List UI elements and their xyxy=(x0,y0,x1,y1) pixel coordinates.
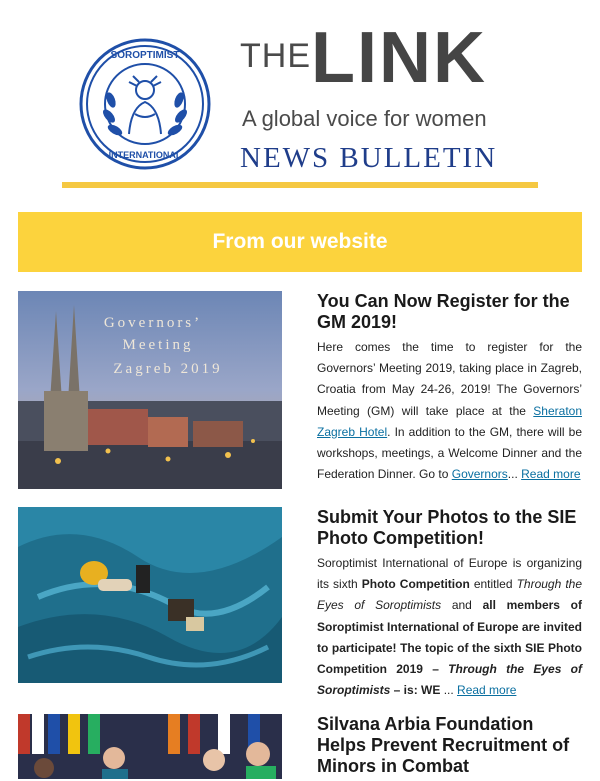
logo-top-text: SOROPTIMIST xyxy=(110,50,180,61)
article-text xyxy=(317,507,582,701)
sheraton-link[interactable]: Sheraton Zagreb Hotel xyxy=(317,403,582,439)
excerpt-text: and xyxy=(441,598,483,613)
foundation-image xyxy=(18,714,282,779)
image-caption-1: Governors’ xyxy=(103,315,203,331)
header xyxy=(0,0,600,200)
excerpt-text: ... xyxy=(440,683,458,698)
article-gm-2019 xyxy=(18,291,582,491)
excerpt-text: . In addition to the GM, there will be workshops, meetings, a Welcome Dinner and the Federation Dinner. Go to xyxy=(317,424,583,482)
soroptimist-logo[interactable] xyxy=(79,38,211,170)
section-banner-label: From our website xyxy=(212,230,388,253)
article-excerpt xyxy=(317,553,582,701)
excerpt-bold: – is: WE xyxy=(390,683,441,698)
section-banner xyxy=(18,212,582,272)
excerpt-bold: Photo Competition xyxy=(361,577,470,592)
logo-bottom-text: INTERNATIONAL xyxy=(108,150,182,160)
header-divider xyxy=(62,182,538,188)
excerpt-text: Here comes the time to register for the Governors’ Meeting 2019, taking place in Zagreb, Croatia from May 24-26, 2019! The Governors’ Meeting (GM) will take place at the xyxy=(317,340,582,418)
image-caption-3: Zagreb 2019 xyxy=(113,361,223,377)
read-more-link[interactable]: Read more xyxy=(521,467,581,482)
image-caption-2: Meeting xyxy=(122,337,194,353)
article-thumbnail-zagreb[interactable] xyxy=(18,291,282,489)
article-photo-competition xyxy=(18,507,582,698)
news-bulletin-title: NEWS BULLETIN xyxy=(240,142,498,174)
article-excerpt xyxy=(317,337,582,485)
article-text xyxy=(317,291,582,485)
excerpt-text: Soroptimist International of Europe is organizing its sixth xyxy=(317,556,582,592)
excerpt-text: ... xyxy=(507,467,522,482)
article-silvana-arbia xyxy=(18,714,582,779)
article-thumbnail-foundation[interactable] xyxy=(18,714,282,779)
article-title[interactable]: Silvana Arbia Foundation Helps Prevent Recruitment of Minors in Combat xyxy=(317,714,570,776)
zagreb-cathedral-image xyxy=(18,291,282,489)
article-title[interactable]: Submit Your Photos to the SIE Photo Competition! xyxy=(317,507,577,548)
photo-competition-image xyxy=(18,507,282,683)
excerpt-bold-italic: Through the Eyes of Soroptimists xyxy=(317,662,582,698)
excerpt-text: entitled xyxy=(469,577,517,592)
excerpt-italic: Through the Eyes of Soroptimists xyxy=(317,577,582,613)
article-thumbnail-photo[interactable] xyxy=(18,507,282,683)
tagline: A global voice for women xyxy=(242,106,487,131)
read-more-link[interactable]: Read more xyxy=(457,683,517,698)
article-text xyxy=(317,714,582,781)
brand-the: THE xyxy=(240,37,311,75)
article-title[interactable]: You Can Now Register for the GM 2019! xyxy=(317,291,570,332)
excerpt-bold: all members of Soroptimist International of Europe are invited to participate! The topic of the sixth SIE Photo Competition 2019 – xyxy=(317,598,582,677)
brand-link: LINK xyxy=(311,18,487,98)
governors-link[interactable]: Governors xyxy=(451,467,508,482)
